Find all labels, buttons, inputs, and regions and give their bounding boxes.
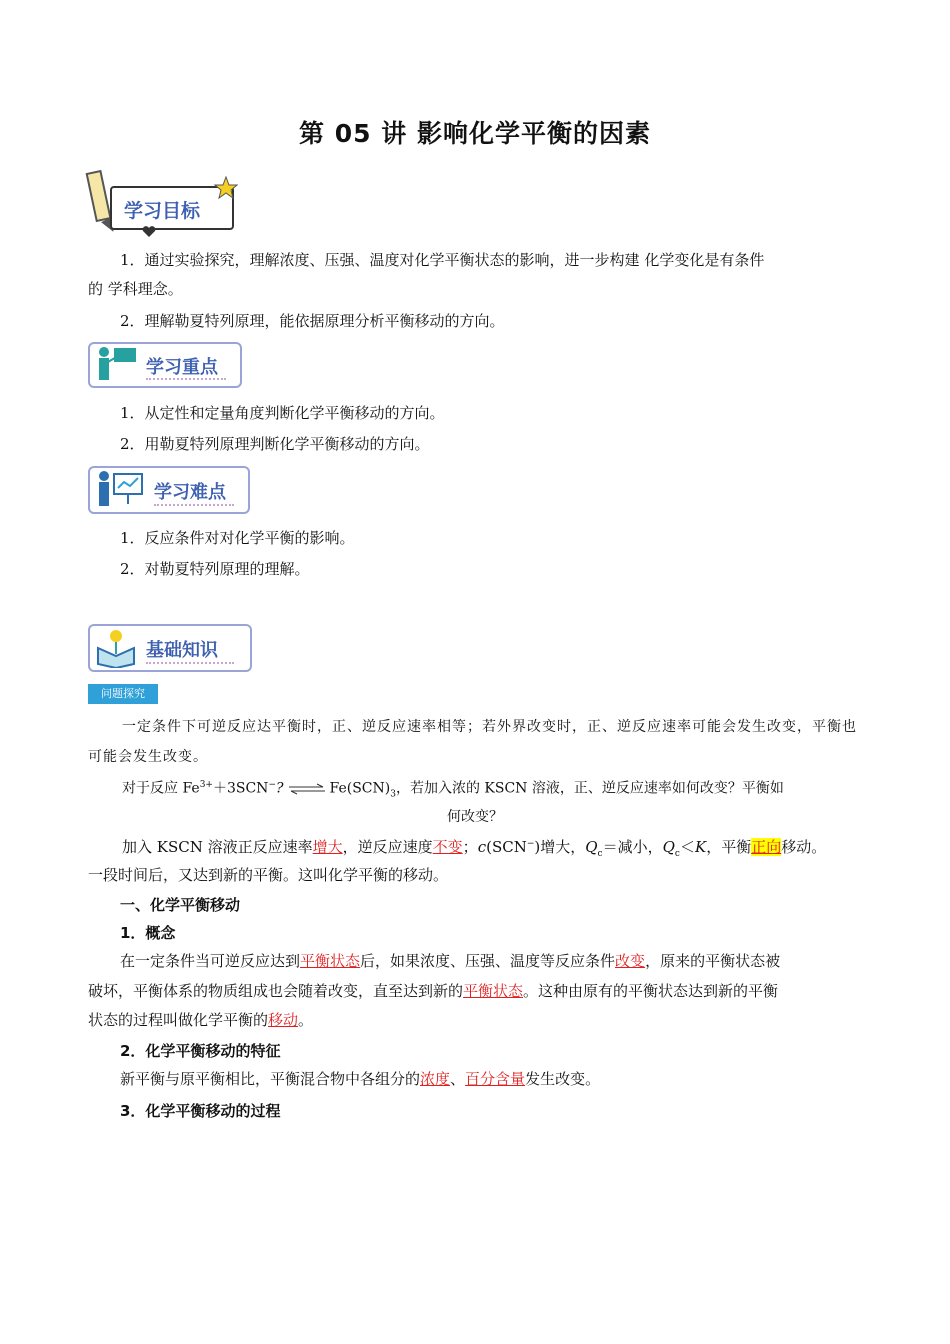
a-q2: Q (662, 838, 675, 856)
goals-label-text: 学习目标 (124, 200, 201, 222)
a-9: 移动。 (781, 838, 827, 856)
a-increase: 增大 (312, 838, 343, 856)
c-line3a: 状态的过程叫做化学平衡的 (88, 1011, 269, 1029)
q-sup1: 3+ (199, 780, 213, 790)
c-state: 平衡状态 (300, 952, 361, 970)
q-mid: ＋3SCN (212, 780, 269, 797)
key-divider (146, 378, 226, 384)
difficult-label-text: 学习难点 (154, 482, 226, 503)
difficult-divider (154, 504, 234, 510)
c-line3b: 。 (298, 1011, 314, 1029)
feature-line (88, 1064, 868, 1094)
a-c: c (477, 838, 487, 856)
inquiry-answer-line2: 一段时间后，又达到新的平衡。这叫化学平衡的移动。 (88, 866, 449, 884)
part1-heading: 一、化学平衡移动 (120, 896, 241, 914)
part1-sub1: 1．概念 (120, 924, 176, 942)
c-3: ，原来的平衡状态被 (645, 952, 781, 970)
goal-item-2: 2．理解勒夏特列原理，能依据原理分析平衡移动的方向。 (120, 312, 505, 330)
c-change: 改变 (615, 952, 646, 970)
a-2: ，逆反应速度 (342, 838, 433, 856)
goal-item-1-line2: 的 学科理念。 (88, 280, 183, 298)
a-8: ，平衡 (706, 838, 752, 856)
a-6: ＝减小， (602, 838, 663, 856)
a-q: Q (585, 838, 598, 856)
presenter-icon (94, 468, 148, 510)
a-unchanged: 不变 (432, 838, 463, 856)
q-rest: ，若加入浓的 KSCN 溶液，正、逆反应速率如何改变？平衡如 (395, 780, 784, 797)
key-item-2: 2．用勒夏特列原理判断化学平衡移动的方向。 (120, 435, 430, 453)
key-item-1: 1．从定性和定量角度判断化学平衡移动的方向。 (120, 404, 445, 422)
basic-divider (146, 662, 234, 668)
difficult-item-1: 1．反应条件对对化学平衡的影响。 (120, 529, 355, 547)
f-1: 新平衡与原平衡相比，平衡混合物中各组分的 (120, 1070, 421, 1088)
key-points-banner (88, 342, 244, 390)
heart-icon (142, 226, 156, 238)
key-label-text: 学习重点 (146, 357, 218, 378)
a-k: K (694, 838, 707, 856)
a-7: ＜ (679, 838, 695, 856)
key-label (88, 342, 242, 388)
basic-knowledge-banner (88, 624, 254, 674)
a-4: (SCN (486, 838, 527, 856)
f-3: 发生改变。 (525, 1070, 601, 1088)
teacher-icon (94, 344, 138, 384)
part1-sub2: 2．化学平衡移动的特征 (120, 1042, 281, 1060)
q-sup2: − (268, 780, 276, 790)
goals-banner (84, 168, 244, 234)
c-1: 在一定条件当可逆反应达到 (120, 952, 301, 970)
q-arrow: ? (275, 780, 284, 797)
part1-sub3: 3．化学平衡移动的过程 (120, 1102, 281, 1120)
a-csub: c (597, 849, 603, 859)
basic-label-text: 基础知识 (146, 640, 218, 661)
a-forward: 正向 (751, 838, 782, 856)
goal-item-1-line1: 1．通过实验探究，理解浓度、压强、温度对化学平衡状态的影响，进一步构建 化学变化是有条件 (120, 251, 765, 269)
f-2: 、 (450, 1070, 466, 1088)
basic-label (88, 624, 252, 672)
concept-line3 (88, 1005, 868, 1035)
equilibrium-arrow-icon (287, 783, 327, 795)
concept-line1 (88, 946, 868, 976)
c-move: 移动 (268, 1011, 299, 1029)
inquiry-paragraph: 一定条件下可逆反应达平衡时，正、逆反应速率相等；若外界改变时，正、逆反应速率可能会发生改变，平衡也可能会发生改变。 (88, 719, 857, 765)
f-pct: 百分含量 (465, 1070, 526, 1088)
difficult-label (88, 466, 250, 514)
inquiry-badge: 问题探究 (88, 684, 158, 704)
q-prefix: 对于反应 Fe (122, 780, 200, 797)
difficult-item-2: 2．对勒夏特列原理的理解。 (120, 560, 310, 578)
a-csub2: c (674, 849, 680, 859)
a-3: ； (462, 838, 478, 856)
a-1: 加入 KSCN 溶液正反应速率 (122, 838, 313, 856)
q-sub: 3 (390, 789, 396, 800)
q-product: Fe(SCN) (329, 780, 391, 797)
f-conc: 浓度 (420, 1070, 451, 1088)
c-state2: 平衡状态 (463, 982, 524, 1000)
c-line2a: 破坏，平衡体系的物质组成也会随着改变，直至达到新的 (88, 982, 464, 1000)
a-sup: − (526, 839, 535, 849)
a-5: )增大， (534, 838, 586, 856)
page-title: 第 05 讲 影响化学平衡的因素 (299, 119, 651, 148)
inquiry-question (88, 770, 868, 809)
c-2: 后，如果浓度、压强、温度等反应条件 (360, 952, 616, 970)
c-line2b: 。这种由原有的平衡状态达到新的平衡 (523, 982, 779, 1000)
difficult-points-banner (88, 466, 252, 516)
book-bulb-icon (94, 626, 138, 668)
concept-line2 (88, 976, 868, 1006)
inquiry-question-line2: 何改变？ (447, 809, 503, 825)
star-icon (214, 176, 238, 200)
